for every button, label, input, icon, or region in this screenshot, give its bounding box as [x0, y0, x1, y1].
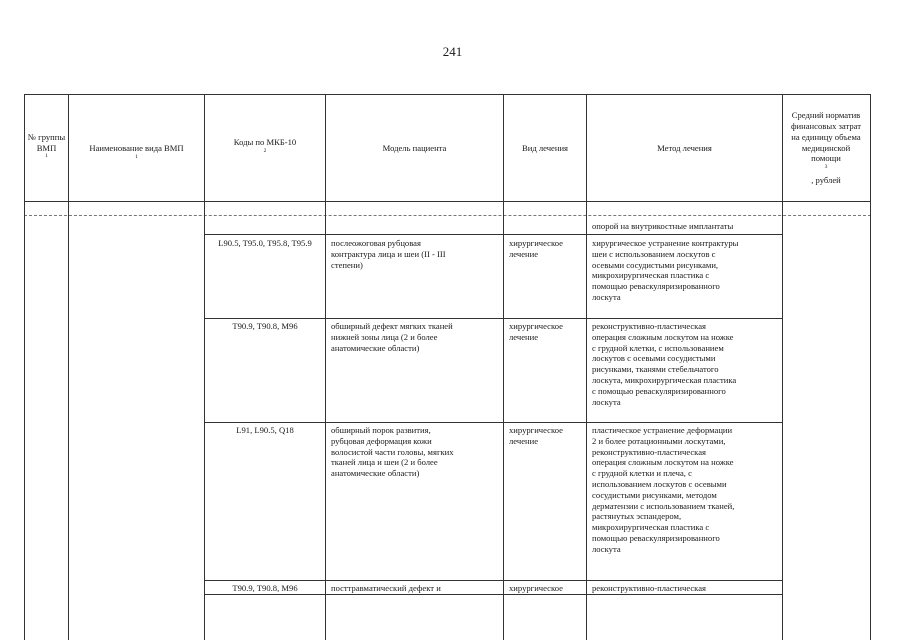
model-line: послеожоговая рубцовая [331, 238, 421, 248]
header-group-no [25, 95, 68, 201]
method-line: операция сложным лоскутом на ножке [592, 331, 734, 342]
model-line: волосистой части головы, мягких [331, 446, 454, 457]
icd-codes-cell [207, 425, 323, 436]
method-line: с помощью реваскуляризированного [592, 385, 726, 396]
header-treatment-method [587, 95, 782, 201]
footnote-marker: 1 [135, 153, 138, 160]
method-line: сосудистыми рисунками, методом [592, 489, 717, 500]
model-line: нижней зоны лица (2 и более [331, 331, 438, 342]
type-line: лечение [509, 248, 539, 259]
row-divider [204, 422, 782, 423]
header-vmp-name-text: Наименование вида ВМП [89, 143, 184, 153]
treatment-method-cell [592, 238, 780, 303]
type-line: лечение [509, 331, 539, 342]
header-treatment-type [504, 95, 586, 201]
method-line: пластическое устранение деформации [592, 425, 733, 435]
treatment-method-cell [592, 321, 780, 407]
column-border [870, 94, 871, 640]
model-line: посттравматический дефект и [331, 583, 441, 593]
treatment-method-cell [592, 425, 780, 555]
method-line: хирургическое устранение контрактуры [592, 238, 739, 248]
method-line: с грудной клетки и плеча, с [592, 468, 692, 479]
patient-model-cell [331, 425, 501, 479]
model-line: обширный порок развития, [331, 425, 431, 435]
method-line: помощью реваскуляризированного [592, 281, 720, 292]
icd-codes-cell [207, 583, 323, 594]
page-number: 241 [442, 44, 463, 59]
model-line: рубцовая деформация кожи [331, 435, 432, 446]
icd-codes-text: L90.5, T95.0, T95.8, T95.9 [218, 238, 312, 248]
header-patient-model-text: Модель пациента [382, 142, 447, 153]
icd-codes-text: L91, L90.5, Q18 [236, 425, 294, 435]
model-line: контрактура лица и шеи (II - III [331, 248, 446, 259]
icd-codes-cell [207, 321, 323, 332]
method-line: использованием лоскутов с осевыми [592, 478, 727, 489]
header-avg-cost [786, 95, 866, 201]
method-line: растянутых эспандером, [592, 511, 682, 522]
type-line: хирургическое [509, 425, 563, 435]
treatment-method-cell [592, 583, 780, 594]
header-avg-cost-unit: , рублей [811, 174, 841, 185]
method-line: микрохирургическая пластика с [592, 522, 710, 533]
model-line: анатомические области) [331, 342, 420, 353]
icd-codes-text: T90.9, T90.8, M96 [232, 583, 298, 593]
method-line: помощью реваскуляризированного [592, 532, 720, 543]
method-line: дерматензии с использованием тканей, [592, 500, 735, 511]
header-patient-model [326, 95, 503, 201]
method-line: лоскута [592, 396, 621, 407]
column-border [782, 94, 783, 640]
method-line: реконструктивно-пластическая [592, 583, 706, 593]
header-vmp-name [69, 95, 204, 201]
method-line: осевыми сосудистыми рисунками, [592, 259, 719, 270]
type-line: лечение [509, 435, 539, 446]
header-bottom-border [24, 201, 871, 202]
icd-codes-cell [207, 238, 323, 249]
type-line: хирургическое [509, 238, 563, 248]
row-divider [204, 318, 782, 319]
footnote-marker: 3 [824, 164, 828, 171]
header-icd-codes [205, 95, 325, 201]
continuation-dashed-line [24, 215, 871, 216]
method-line: шеи с использованием лоскутов с [592, 248, 716, 259]
model-line: тканей лица и шеи (2 и более [331, 457, 438, 468]
method-line: лоскутов с осевыми сосудистыми [592, 353, 716, 364]
treatment-type-cell [509, 425, 585, 447]
footnote-marker: 2 [263, 148, 267, 155]
method-line: реконструктивно-пластическая [592, 446, 706, 457]
header-treatment-type-text: Вид лечения [521, 142, 569, 153]
method-line: операция сложным лоскутом на ножке [592, 457, 734, 468]
treatment-type-cell [509, 321, 585, 343]
table-row [592, 221, 780, 232]
method-line: микрохирургическая пластика с [592, 270, 710, 281]
model-line: обширный дефект мягких тканей [331, 321, 453, 331]
method-line: лоскута [592, 543, 621, 554]
method-line: опорой на внутрикостные имплантаты [592, 221, 734, 231]
model-line: степени) [331, 259, 363, 270]
header-icd-codes-text: Коды по МКБ-10 [233, 137, 297, 148]
treatment-type-cell [509, 238, 585, 260]
type-line: хирургическое [509, 321, 563, 331]
row-divider [204, 580, 782, 581]
method-line: с грудной клетки, с использованием [592, 342, 724, 353]
footnote-marker: 1 [45, 153, 48, 160]
icd-codes-text: T90.9, T90.8, M96 [232, 321, 298, 331]
row-divider [204, 594, 782, 595]
method-line: лоскута, микрохирургическая пластика [592, 374, 737, 385]
method-line: рисунками, тканями стебельчатого [592, 364, 719, 375]
method-line: реконструктивно-пластическая [592, 321, 706, 331]
row-divider [204, 234, 782, 235]
header-treatment-method-text: Метод лечения [657, 142, 712, 153]
header-avg-cost-text: Средний норматив финансовых затрат на единицу объема медицинской помощи [790, 110, 862, 164]
method-line: лоскута [592, 291, 621, 302]
patient-model-cell [331, 321, 501, 353]
patient-model-cell [331, 583, 501, 594]
header-group-no-text: № группы ВМП [27, 131, 66, 153]
patient-model-cell [331, 238, 501, 270]
model-line: анатомические области) [331, 468, 420, 479]
method-line: 2 и более ротационными лоскутами, [592, 435, 726, 446]
type-line: хирургическое [509, 583, 563, 593]
treatment-type-cell [509, 583, 585, 594]
